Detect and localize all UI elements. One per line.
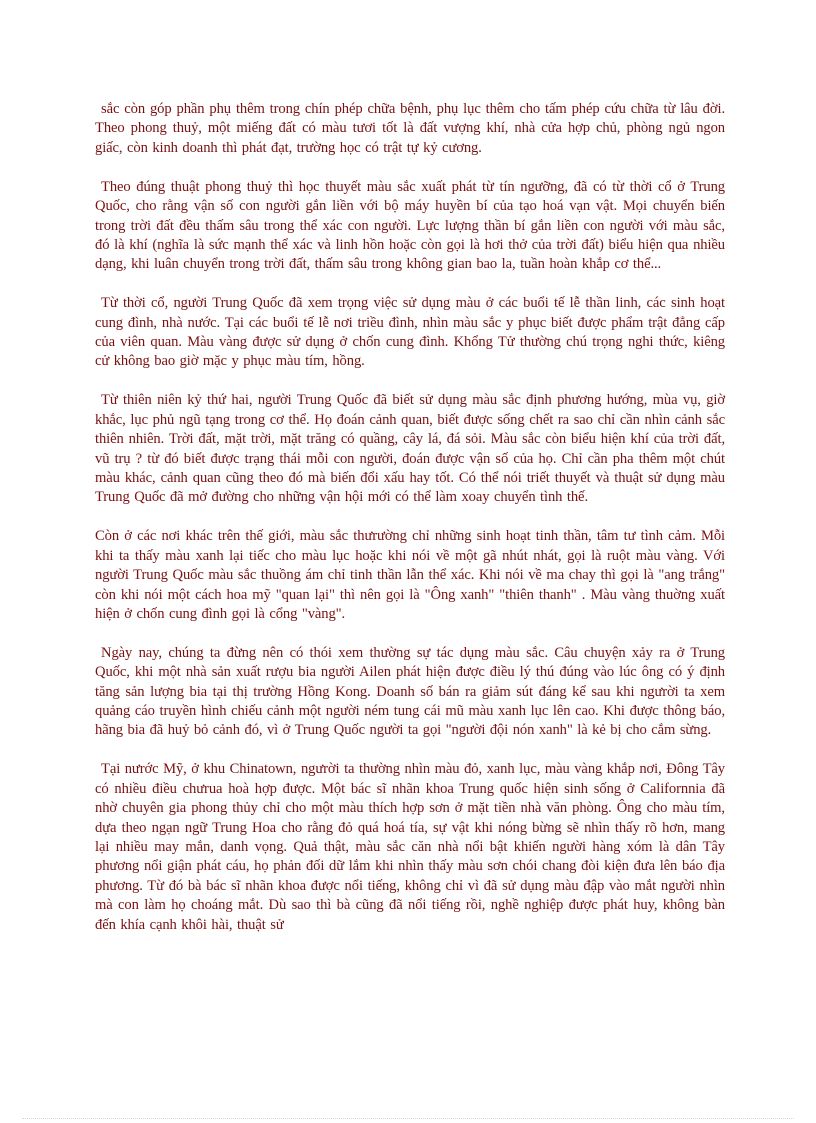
paragraph-1: sắc còn góp phần phụ thêm trong chín phép chữa bệnh, phụ lục thêm cho tấm phép cứu chữa từ lâu đời. Theo phong thuỷ, một miếng đất có màu tươi tốt là đất vượng khí, nhà cửa hợp chủ, phòng ngủ ngon giấc, còn kinh doanh thì phát đạt, trường học có trật tự kỷ cương. bbox=[95, 101, 725, 156]
paragraph-4: Từ thiên niên kỷ thứ hai, người Trung Quốc đã biết sử dụng màu sắc định phương hướng, mùa vụ, giờ khắc, lục phủ ngũ tạng trong cơ thể. Họ đoán cảnh quan, biết được sống chết ra sao chỉ cần nhìn cảnh sắc thiên nhiên. Trời đất, mặt trời, mặt trăng có quầng, cây lá, đá sỏi. Màu sắc còn biểu hiện khí của trời đất, vũ trụ ? từ đó biết được trạng thái mỗi con người, đoán được vận số của họ. Chỉ cần pha thêm một chút màu khác, cảnh quan cũng theo đó mà biến đổi xấu hay tốt. Có thể nói triết thuyết và thuật sử dụng màu Trung Quốc đã mở đường cho những vận hội mới có thể làm xoay chuyển tình thế. bbox=[95, 392, 725, 506]
paragraph-6: Ngày nay, chúng ta đừng nên có thói xem thường sự tác dụng màu sắc. Câu chuyện xảy ra ở Trung Quốc, khi một nhà sản xuất rượu bia người Ailen phát hiện được điều lý thú đúng vào lúc ông có ý định tăng sản lượng bia tại thị trường Hồng Kong. Doanh số bán ra giảm sút đáng kể sau khi ngưrời ta xem quảng cáo truyền hình chiếu cảnh một người ném tung cái mũ màu xanh lục lên cao. Khi được thông báo, hãng bia đã huỷ bỏ cảnh đó, vì ở Trung Quốc người ta gọi "người đội nón xanh" là kẻ bị cho cắm sừng. bbox=[95, 644, 725, 739]
page-bottom-divider bbox=[22, 1118, 794, 1119]
paragraph-3: Từ thời cổ, người Trung Quốc đã xem trọng việc sử dụng màu ở các buổi tế lễ thần linh, các sinh hoạt cung đình, nhà nước. Tại các buổi tế lễ nơi triều đình, nhìn màu sắc y phục biết được phẩm trật đẳng cấp của viên quan. Màu vàng được sử dụng ở chốn cung đình. Khổng Tử thường chú trọng nghi thức, kiêng cử không bao giờ mặc y phục màu tím, hồng. bbox=[95, 295, 725, 370]
document-body bbox=[95, 100, 725, 955]
paragraph-2: Theo đúng thuật phong thuỷ thì học thuyết màu sắc xuất phát từ tín ngưỡng, đã có từ thời cổ ở Trung Quốc, cho rằng vận số con người gắn liền với bộ máy huyền bí của tạo hoá vạn vật. Mọi chuyển biến trong trời đất đều thấm sâu trong thể xác con người. Lực lượng thần bí gắn liền con người với màu sắc, đó là khí (nghĩa là sức mạnh thể xác và linh hồn hoặc còn gọi là hơi thở của trời đất) biểu hiện qua nhiều dạng, khi luân chuyển trong trời đất, thấm sâu trong không gian bao la, tuần hoàn khắp cơ thể... bbox=[95, 178, 725, 273]
paragraph-7: Tại nưrớc Mỹ, ở khu Chinatown, ngưrời ta thường nhìn màu đỏ, xanh lục, màu vàng khắp nơi, Đông Tây có nhiều điều chưrua hoà hợp được. Một bác sĩ nhãn khoa Trung quốc hiện sinh sống ở Californnia đã nhờ chuyên gia phong thủy chỉ cho một màu thích hợp sơn ở mặt tiền nhà văn phòng. Ông cho màu tím, dựa theo ngạn ngữ Trung Hoa cho rằng đỏ quá hoá tía, sự vật khi nóng bừng sẽ nhìn thấy rõ hơn, mang lại nhiều may mắn, danh vọng. Quả thật, màu sắc căn nhà nổi bật khiến người hàng xóm là dân Tây phương nổi giận phát cáu, họ phản đối dữ lắm khi nhìn thấy màu sơn chói chang đòi kiện đưa lên báo địa phương. Từ đó bà bác sĩ nhãn khoa được nổi tiếng, không chỉ vì đã sử dụng màu đập vào mắt người nhìn mà con làm họ choáng mắt. Dù sao thì bà cũng đã nổi tiếng rồi, nghề nghiệp được phát huy, không bàn đến khía cạnh khôi hài, thuật sử bbox=[95, 761, 725, 933]
paragraph-5: Còn ở các nơi khác trên thế giới, màu sắc thưrường chỉ những sinh hoạt tinh thần, tâm tư tình cảm. Mỗi khi ta thấy màu xanh lại tiếc cho màu lục hoặc khi nói về một gã nhút nhát, gọi là ruột màu vàng. Với người Trung Quốc màu sắc thuồng ám chỉ tinh thần lẫn thể xác. Khi nói về ma chay thì gọi là "ang trắng" còn khi nói một cách hoa mỹ "quan lại" thì nên gọi là "Ông xanh" "thiên thanh" . Màu vàng thuờng xuất hiện ở chốn cung đình gọi là cổng "vàng". bbox=[95, 528, 725, 622]
